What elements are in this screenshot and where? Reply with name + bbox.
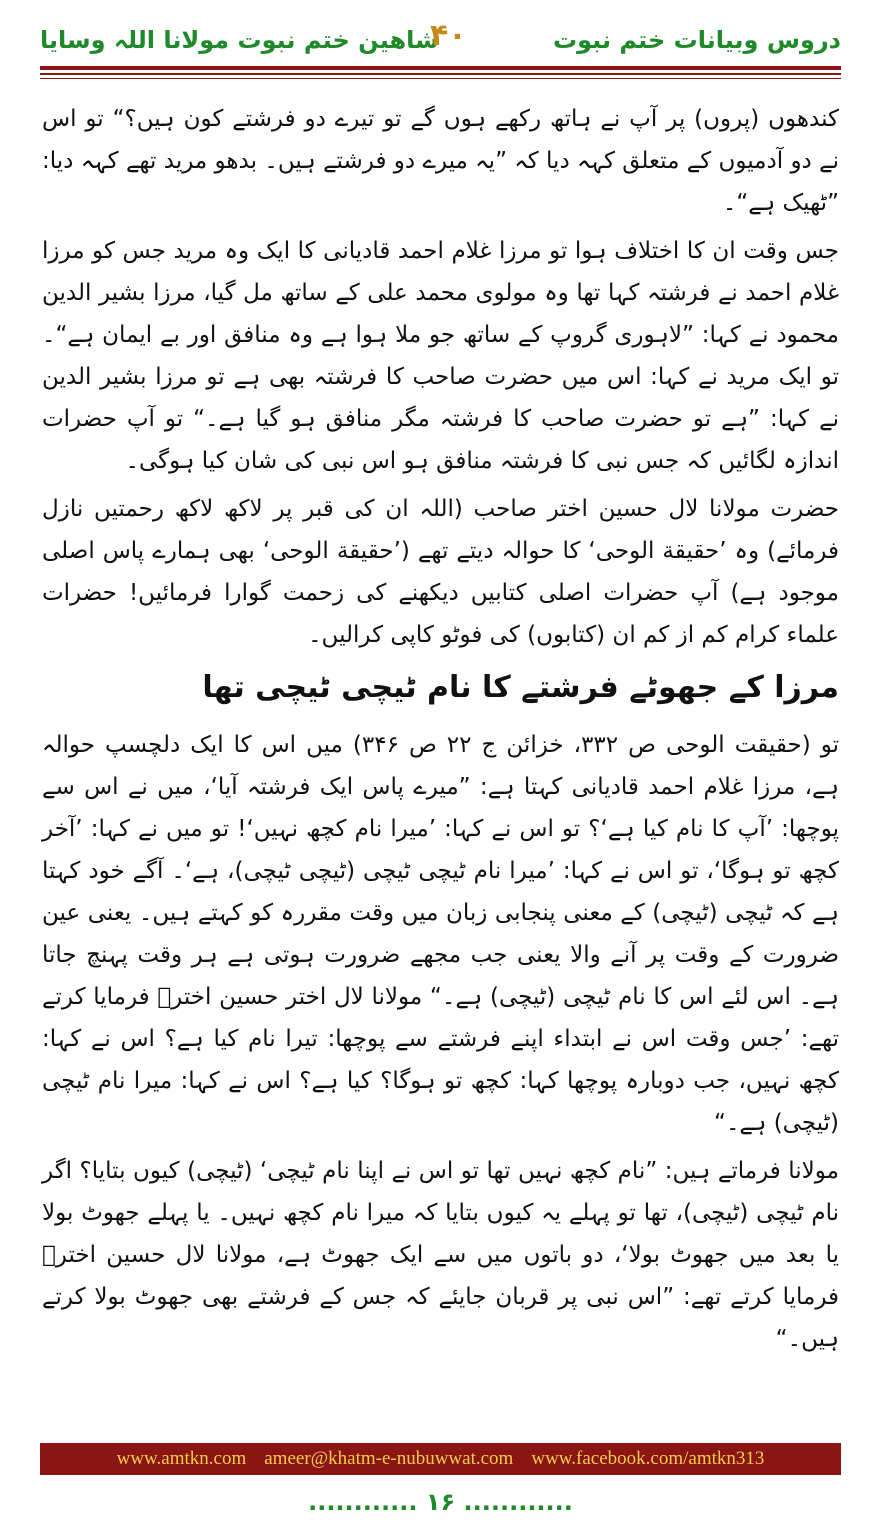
page-body: [42, 98, 839, 1366]
paragraph: جس وقت ان کا اختلاف ہوا تو مرزا غلام احمد قادیانی کا ایک وہ مرید جس کو مرزا غلام احمد نے فرشتہ کہا تھا وہ مولوی محمد علی کے ساتھ مل گیا، مرزا بشیر الدین محمود نے کہا: ”لاہوری گروپ کے ساتھ جو ملا ہوا ہے وہ منافق اور بے ایمان ہے“۔ تو ایک مرید نے کہا: اس میں حضرت صاحب کا فرشتہ بھی ہے تو مرزا بشیر الدین نے کہا: ”ہے تو حضرت صاحب کا فرشتہ مگر منافق ہو گیا ہے۔“ تو آپ حضرات اندازہ لگائیں کہ جس نبی کا فرشتہ منافق ہو اس نبی کی شان کیا ہوگی۔: [42, 238, 839, 474]
header-left-title: شاهین ختم نبوت مولانا اللہ وسایا: [40, 26, 439, 54]
page-header: [40, 18, 841, 60]
paragraph: حضرت مولانا لال حسین اختر صاحب (اللہ ان کی قبر پر لاکھ لاکھ رحمتیں نازل فرمائے) وہ ’حقیقة الوحی‘ کا حوالہ دیتے تھے (’حقیقة الوحی‘ بھی ہمارے پاس اصلی موجود ہے) آپ حضرات اصلی کتابیں دیکھنے کی زحمت گوارا فرمائیں! حضرات علماء کرام کم از کم ان (کتابوں) کی فوٹو کاپی کرالیں۔: [42, 496, 839, 648]
header-divider: [40, 73, 841, 75]
header-divider: [40, 78, 841, 79]
facebook-link[interactable]: www.facebook.com/amtkn313: [531, 1448, 765, 1469]
paragraph: کندھوں (پروں) پر آپ نے ہاتھ رکھے ہوں گے تو تیرے دو فرشتے کون ہیں؟“ تو اس نے دو آدمیوں کے متعلق کہہ دیا کہ ”یہ میرے دو فرشتے ہیں۔ بدھو مرید تھے کہہ دیا: ”ٹھیک ہے“۔: [42, 106, 839, 216]
header-page-marker: ۴۰: [430, 18, 467, 53]
section-heading: مرزا کے جھوٹے فرشتے کا نام ٹیچی ٹیچی تھا: [202, 670, 839, 705]
paragraph: تو (حقیقت الوحی ص ۳۳۲، خزائن ج ۲۲ ص ۳۴۶) میں اس کا ایک دلچسپ حوالہ ہے، مرزا غلام احمد قادیانی کہتا ہے: ”میرے پاس ایک فرشتہ آیا‘، میں نے اس سے پوچھا: ’آپ کا نام کیا ہے‘؟ تو اس نے کہا: ’میرا نام کچھ نہیں‘! تو میں نے کہا: ’آخر کچھ تو ہوگا‘، تو اس نے کہا: ’میرا نام ٹیچی ٹیچی (ٹیچی ٹیچی)، ہے‘۔ آگے خود کہتا ہے کہ ٹیچی (ٹیچی) کے معنی پنجابی زبان میں وقت مقررہ کو کہتے ہیں۔ یعنی عین ضرورت کے وقت پر آنے والا یعنی جب مجھے ضرورت ہوتی ہے ہر وقت پہنچ جاتا ہے۔ اس لئے اس کا نام ٹیچی (ٹیچی) ہے۔“ مولانا لال اختر حسین اخترؒ فرمایا کرتے تھے: ’جس وقت اس نے ابتداء اپنے فرشتے سے پوچھا: تیرا نام کیا ہے؟ اس نے کہا: کچھ نہیں، جب دوبارہ پوچھا کہا: کچھ تو ہوگا؟ کیا ہے؟ اس نے کہا: میرا نام ٹیچی (ٹیچی) ہے۔“: [42, 732, 839, 1136]
header-right-title: دروس وبیانات ختم نبوت: [553, 26, 841, 54]
page-number: ............ ۱۶ ............: [308, 1488, 573, 1516]
website-link[interactable]: www.amtkn.com: [116, 1448, 247, 1469]
email-link[interactable]: ameer@khatm-e-nubuwwat.com: [264, 1448, 514, 1469]
footer-links-bar: [40, 1443, 841, 1475]
header-divider: [40, 66, 841, 70]
paragraph: مولانا فرماتے ہیں: ”نام کچھ نہیں تھا تو اس نے اپنا نام ٹیچی‘ (ٹیچی) کیوں بتایا؟ اگر نام ٹیچی (ٹیچی)، تھا تو پہلے یہ کیوں بتایا کہ میرا نام کچھ نہیں۔ یا پہلے جھوٹ بولا یا بعد میں جھوٹ بولا‘، دو باتوں میں سے ایک جھوٹ ہے، مولانا لال حسین اخترؒ فرمایا کرتے تھے: ”اس نبی پر قربان جایئے کہ جس کے فرشتے بھی جھوٹ بولا کرتے ہیں۔“: [42, 1158, 839, 1352]
